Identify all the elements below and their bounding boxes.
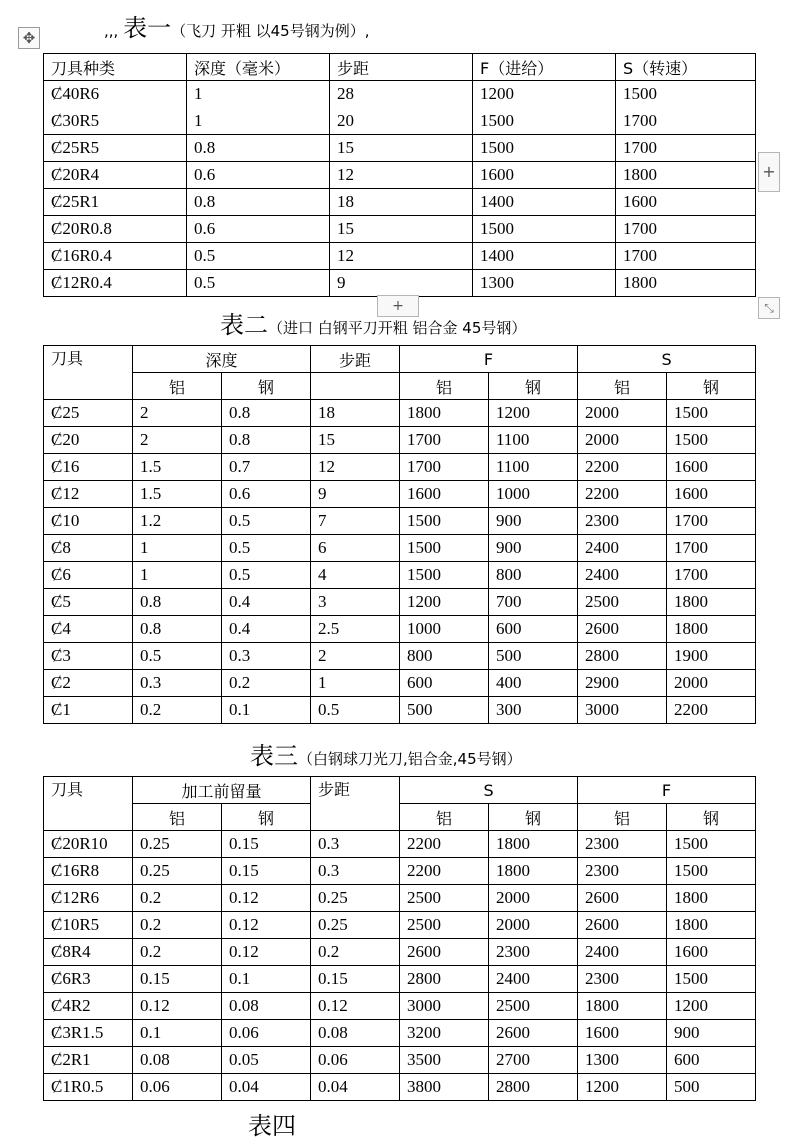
table2-title-rest: （进口 白钢平刀开粗 铝合金 45号钢） xyxy=(268,319,527,337)
table-cell[interactable]: 0.08 xyxy=(222,993,311,1020)
table-cell[interactable]: 2600 xyxy=(578,616,667,643)
table-row xyxy=(44,1047,756,1074)
table-cell[interactable]: 1600 xyxy=(667,939,756,966)
table-cell[interactable]: 0.12 xyxy=(222,885,311,912)
table3-subheader-steel[interactable]: 钢 xyxy=(489,804,578,831)
table2-title-main: 表二 xyxy=(220,311,268,339)
table-cell[interactable]: Ȼ12 xyxy=(44,481,133,508)
table-cell[interactable]: 2300 xyxy=(489,939,578,966)
table-cell[interactable]: 2500 xyxy=(400,912,489,939)
table-cell[interactable]: Ȼ1 xyxy=(44,697,133,724)
table-cell[interactable]: Ȼ12R6 xyxy=(44,885,133,912)
table2-header-f[interactable]: F xyxy=(400,346,578,373)
table-cell[interactable]: 2800 xyxy=(578,643,667,670)
table-cell[interactable]: 1100 xyxy=(489,427,578,454)
table-cell[interactable]: 3500 xyxy=(400,1047,489,1074)
table-cell[interactable]: 0.12 xyxy=(133,993,222,1020)
table-cell[interactable]: 0.5 xyxy=(222,562,311,589)
table-cell[interactable]: 1500 xyxy=(473,108,616,135)
table1-header-cell[interactable]: F（进给） xyxy=(473,54,616,81)
table-cell[interactable]: 2200 xyxy=(578,454,667,481)
table-cell[interactable]: 1800 xyxy=(400,400,489,427)
table-cell[interactable]: 500 xyxy=(667,1074,756,1101)
table-row xyxy=(44,858,756,885)
table2 xyxy=(43,345,756,724)
table2-body xyxy=(44,400,756,724)
table-cell[interactable]: 2200 xyxy=(400,858,489,885)
table-cell[interactable]: Ȼ16R8 xyxy=(44,858,133,885)
table-cell[interactable]: 1500 xyxy=(400,562,489,589)
table-cell[interactable]: 1500 xyxy=(667,858,756,885)
table-cell[interactable]: 0.8 xyxy=(187,135,330,162)
table-cell[interactable]: 1800 xyxy=(616,270,756,297)
table2-subheader-empty[interactable] xyxy=(311,373,400,400)
table-cell[interactable]: 0.25 xyxy=(133,831,222,858)
table-row xyxy=(44,912,756,939)
table1-header-cell[interactable]: 深度（毫米） xyxy=(187,54,330,81)
table-row xyxy=(44,697,756,724)
table2-subheader-aluminum[interactable]: 铝 xyxy=(578,373,667,400)
table-row xyxy=(44,270,756,297)
table-cell[interactable]: 0.5 xyxy=(187,243,330,270)
table-cell[interactable]: 0.1 xyxy=(222,697,311,724)
add-row-button[interactable]: + xyxy=(377,295,419,317)
table-cell[interactable]: Ȼ12R0.4 xyxy=(44,270,187,297)
table-cell[interactable]: 1600 xyxy=(578,1020,667,1047)
table-cell[interactable]: 1800 xyxy=(667,616,756,643)
table-cell[interactable]: 2 xyxy=(311,643,400,670)
table3-body xyxy=(44,831,756,1101)
table3-subheader-steel[interactable]: 钢 xyxy=(667,804,756,831)
table1-title xyxy=(104,8,369,43)
table1-title-rest: （飞刀 开粗 以45号钢为例）, xyxy=(171,22,370,40)
table-cell[interactable]: 400 xyxy=(489,670,578,697)
table-cell[interactable]: 2500 xyxy=(400,885,489,912)
table-cell[interactable]: 7 xyxy=(311,508,400,535)
table-row xyxy=(44,243,756,270)
table-row xyxy=(44,1020,756,1047)
table-row xyxy=(44,966,756,993)
table-cell[interactable]: 3 xyxy=(311,589,400,616)
table-cell[interactable]: 15 xyxy=(330,135,473,162)
table-cell[interactable]: 15 xyxy=(311,427,400,454)
table-cell[interactable]: 1 xyxy=(133,562,222,589)
table-cell[interactable]: 2000 xyxy=(489,912,578,939)
table-cell[interactable]: 1.5 xyxy=(133,481,222,508)
table3-subheader-aluminum[interactable]: 铝 xyxy=(133,804,222,831)
table-cell[interactable]: 0.15 xyxy=(222,858,311,885)
table-cell[interactable]: Ȼ6R3 xyxy=(44,966,133,993)
table-cell[interactable]: 0.2 xyxy=(133,912,222,939)
table-cell[interactable]: 1500 xyxy=(667,400,756,427)
table-cell[interactable]: 2200 xyxy=(578,481,667,508)
table-cell[interactable]: 1300 xyxy=(578,1047,667,1074)
table-cell[interactable]: 1700 xyxy=(400,427,489,454)
table-cell[interactable]: 0.15 xyxy=(133,966,222,993)
table3-subheader-steel[interactable]: 钢 xyxy=(222,804,311,831)
table-cell[interactable]: Ȼ30R5 xyxy=(44,108,187,135)
table1-title-main: 表一 xyxy=(123,14,172,42)
table-cell[interactable]: 1800 xyxy=(489,831,578,858)
table-cell[interactable]: 0.5 xyxy=(133,643,222,670)
table-cell[interactable]: 2300 xyxy=(578,831,667,858)
table-cell[interactable]: 0.04 xyxy=(222,1074,311,1101)
table1-header-cell[interactable]: 刀具种类 xyxy=(44,54,187,81)
table-cell[interactable]: Ȼ2 xyxy=(44,670,133,697)
table-cell[interactable]: 1200 xyxy=(400,589,489,616)
table-cell[interactable]: 0.8 xyxy=(222,427,311,454)
table-cell[interactable]: Ȼ8 xyxy=(44,535,133,562)
table-cell[interactable]: 0.2 xyxy=(311,939,400,966)
table-row xyxy=(44,885,756,912)
table-cell[interactable]: 1800 xyxy=(578,993,667,1020)
table-cell[interactable]: Ȼ6 xyxy=(44,562,133,589)
table-cell[interactable]: Ȼ25R1 xyxy=(44,189,187,216)
table-cell[interactable]: 500 xyxy=(400,697,489,724)
table-cell[interactable]: 0.3 xyxy=(311,858,400,885)
table-cell[interactable]: 1200 xyxy=(578,1074,667,1101)
table2-header-tool[interactable]: 刀具 xyxy=(44,346,133,400)
table-cell[interactable]: 9 xyxy=(311,481,400,508)
table-cell[interactable]: 0.15 xyxy=(222,831,311,858)
table-cell[interactable]: 2500 xyxy=(578,589,667,616)
table-cell[interactable]: 600 xyxy=(667,1047,756,1074)
table-cell[interactable]: 15 xyxy=(330,216,473,243)
table2-subheader-aluminum[interactable]: 铝 xyxy=(133,373,222,400)
table-cell[interactable]: 2000 xyxy=(578,427,667,454)
table-cell[interactable]: 2400 xyxy=(578,535,667,562)
table-cell[interactable]: 6 xyxy=(311,535,400,562)
table3-header-step[interactable]: 步距 xyxy=(311,777,400,831)
table-cell[interactable]: 18 xyxy=(311,400,400,427)
table-resize-handle-icon[interactable]: ⤡ xyxy=(758,297,780,319)
table-row xyxy=(44,135,756,162)
table-move-handle-icon[interactable]: ✥ xyxy=(18,27,40,49)
table-row xyxy=(44,616,756,643)
table-cell[interactable]: Ȼ40R6 xyxy=(44,81,187,108)
table-cell[interactable]: 0.6 xyxy=(187,162,330,189)
table-row xyxy=(44,427,756,454)
table3-subheader-aluminum[interactable]: 铝 xyxy=(400,804,489,831)
table3-subheader-aluminum[interactable]: 铝 xyxy=(578,804,667,831)
table-cell[interactable]: 2400 xyxy=(578,562,667,589)
table-cell[interactable]: 2500 xyxy=(489,993,578,1020)
table-cell[interactable]: Ȼ20R0.8 xyxy=(44,216,187,243)
table2-header-depth[interactable]: 深度 xyxy=(133,346,311,373)
table-cell[interactable]: 900 xyxy=(489,535,578,562)
table-cell[interactable]: 900 xyxy=(667,1020,756,1047)
table-row xyxy=(44,108,756,135)
table-cell[interactable]: 900 xyxy=(489,508,578,535)
table-cell[interactable]: 0.4 xyxy=(222,616,311,643)
table-cell[interactable]: Ȼ16R0.4 xyxy=(44,243,187,270)
table-row xyxy=(44,993,756,1020)
table-cell[interactable]: 0.5 xyxy=(187,270,330,297)
table-cell[interactable]: 0.2 xyxy=(133,885,222,912)
table-cell[interactable]: Ȼ4 xyxy=(44,616,133,643)
table-cell[interactable]: 1700 xyxy=(616,135,756,162)
table2-header-step[interactable]: 步距 xyxy=(311,346,400,373)
table2-subheader-steel[interactable]: 钢 xyxy=(222,373,311,400)
table2-subheader-row xyxy=(44,373,756,400)
table-cell[interactable]: 0.06 xyxy=(311,1047,400,1074)
table-cell[interactable]: 1 xyxy=(311,670,400,697)
table-cell[interactable]: 1500 xyxy=(667,831,756,858)
table-cell[interactable]: 18 xyxy=(330,189,473,216)
table-cell[interactable]: 0.12 xyxy=(222,912,311,939)
table-cell[interactable]: 0.1 xyxy=(222,966,311,993)
table-cell[interactable]: 0.2 xyxy=(133,697,222,724)
table-cell[interactable]: 1700 xyxy=(400,454,489,481)
table2-subheader-steel[interactable]: 钢 xyxy=(489,373,578,400)
table-cell[interactable]: 2 xyxy=(133,400,222,427)
table-cell[interactable]: 1 xyxy=(187,81,330,108)
table-cell[interactable]: 0.06 xyxy=(133,1074,222,1101)
table-cell[interactable]: 2200 xyxy=(667,697,756,724)
table-cell[interactable]: 1800 xyxy=(667,885,756,912)
table-cell[interactable]: 0.06 xyxy=(222,1020,311,1047)
table-cell[interactable]: 1700 xyxy=(667,535,756,562)
table-cell[interactable]: 600 xyxy=(489,616,578,643)
table-cell[interactable]: Ȼ1R0.5 xyxy=(44,1074,133,1101)
table-cell[interactable]: Ȼ20R4 xyxy=(44,162,187,189)
table2-header-row xyxy=(44,346,756,373)
table-cell[interactable]: 1000 xyxy=(400,616,489,643)
table3-subheader-row xyxy=(44,804,756,831)
table-cell[interactable]: 1600 xyxy=(400,481,489,508)
table3-title-main: 表三 xyxy=(250,742,298,770)
table-cell[interactable]: 2700 xyxy=(489,1047,578,1074)
table3-header-row xyxy=(44,777,756,804)
table1-header-cell[interactable]: 步距 xyxy=(330,54,473,81)
table-cell[interactable]: Ȼ16 xyxy=(44,454,133,481)
table-cell[interactable]: 1300 xyxy=(473,270,616,297)
table-row xyxy=(44,189,756,216)
table-cell[interactable]: 1500 xyxy=(473,216,616,243)
table2-header-s[interactable]: S xyxy=(578,346,756,373)
table-cell[interactable]: Ȼ8R4 xyxy=(44,939,133,966)
table-cell[interactable]: 1.2 xyxy=(133,508,222,535)
table-cell[interactable]: 0.5 xyxy=(222,508,311,535)
table-cell[interactable]: 0.5 xyxy=(222,535,311,562)
table-cell[interactable]: 2300 xyxy=(578,858,667,885)
table-cell[interactable]: 2600 xyxy=(400,939,489,966)
table2-title xyxy=(220,305,526,340)
table-cell[interactable]: 0.6 xyxy=(222,481,311,508)
table-cell[interactable]: 2300 xyxy=(578,508,667,535)
table-cell[interactable]: 2000 xyxy=(578,400,667,427)
table-cell[interactable]: 2600 xyxy=(578,912,667,939)
table-cell[interactable]: 0.08 xyxy=(311,1020,400,1047)
table-cell[interactable]: 800 xyxy=(400,643,489,670)
table-cell[interactable]: 2600 xyxy=(489,1020,578,1047)
table-cell[interactable]: 0.05 xyxy=(222,1047,311,1074)
table-cell[interactable]: 700 xyxy=(489,589,578,616)
table-cell[interactable]: 0.12 xyxy=(311,993,400,1020)
table-cell[interactable]: 0.8 xyxy=(133,589,222,616)
table1-header-cell[interactable]: S（转速） xyxy=(616,54,756,81)
table-cell[interactable]: 1100 xyxy=(489,454,578,481)
table-cell[interactable]: Ȼ10 xyxy=(44,508,133,535)
table-cell[interactable]: Ȼ3R1.5 xyxy=(44,1020,133,1047)
table-cell[interactable]: 0.25 xyxy=(311,912,400,939)
table-cell[interactable]: 1 xyxy=(133,535,222,562)
table1 xyxy=(43,53,756,297)
table-cell[interactable]: 9 xyxy=(330,270,473,297)
table-cell[interactable]: 600 xyxy=(400,670,489,697)
table1-header-row xyxy=(44,54,756,81)
table-cell[interactable]: 0.12 xyxy=(222,939,311,966)
table-cell[interactable]: 0.8 xyxy=(187,189,330,216)
table-cell[interactable]: 0.2 xyxy=(133,939,222,966)
table-cell[interactable]: 0.25 xyxy=(133,858,222,885)
table-cell[interactable]: Ȼ5 xyxy=(44,589,133,616)
table-cell[interactable]: 28 xyxy=(330,81,473,108)
table-cell[interactable]: 500 xyxy=(489,643,578,670)
table3-header-s[interactable]: S xyxy=(400,777,578,804)
table-cell[interactable]: 0.1 xyxy=(133,1020,222,1047)
table-row xyxy=(44,508,756,535)
table-cell[interactable]: Ȼ25 xyxy=(44,400,133,427)
table-cell[interactable]: 1500 xyxy=(473,135,616,162)
table-cell[interactable]: 1500 xyxy=(400,508,489,535)
table-cell[interactable]: 12 xyxy=(311,454,400,481)
table3-title-rest: （白钢球刀光刀,铝合金,45号钢） xyxy=(298,750,522,768)
table-cell[interactable]: 0.8 xyxy=(222,400,311,427)
table-cell[interactable]: 2400 xyxy=(578,939,667,966)
table-cell[interactable]: 0.8 xyxy=(133,616,222,643)
table-cell[interactable]: 3000 xyxy=(400,993,489,1020)
table-cell[interactable]: 4 xyxy=(311,562,400,589)
table-cell[interactable]: 2900 xyxy=(578,670,667,697)
table-cell[interactable]: 0.04 xyxy=(311,1074,400,1101)
table-cell[interactable]: Ȼ2R1 xyxy=(44,1047,133,1074)
table4-title-partial: 表四 xyxy=(248,1112,296,1140)
table-cell[interactable]: 0.3 xyxy=(133,670,222,697)
table-row xyxy=(44,400,756,427)
table3-header-f[interactable]: F xyxy=(578,777,756,804)
table-cell[interactable]: 1.5 xyxy=(133,454,222,481)
table-cell[interactable]: 1000 xyxy=(489,481,578,508)
table3-header-tool[interactable]: 刀具 xyxy=(44,777,133,831)
table-cell[interactable]: 1800 xyxy=(489,858,578,885)
table-cell[interactable]: 0.2 xyxy=(222,670,311,697)
table-cell[interactable]: 1600 xyxy=(473,162,616,189)
table1-title-prefix: ,,, xyxy=(104,22,124,40)
table-cell[interactable]: 2800 xyxy=(400,966,489,993)
table-cell[interactable]: 1500 xyxy=(616,81,756,108)
table-cell[interactable]: 1200 xyxy=(489,400,578,427)
table-row xyxy=(44,162,756,189)
table-cell[interactable]: 0.25 xyxy=(311,885,400,912)
table-row xyxy=(44,81,756,108)
table-cell[interactable]: 12 xyxy=(330,243,473,270)
table-cell[interactable]: 1200 xyxy=(473,81,616,108)
table-cell[interactable]: 1200 xyxy=(667,993,756,1020)
table-row xyxy=(44,939,756,966)
table-cell[interactable]: 1700 xyxy=(616,243,756,270)
table-cell[interactable]: 3800 xyxy=(400,1074,489,1101)
table-cell[interactable]: 1600 xyxy=(667,454,756,481)
table-cell[interactable]: 1800 xyxy=(667,589,756,616)
table-row xyxy=(44,589,756,616)
table-cell[interactable]: 2600 xyxy=(578,885,667,912)
table-row xyxy=(44,562,756,589)
table3-header-allowance[interactable]: 加工前留量 xyxy=(133,777,311,804)
table-cell[interactable]: 0.4 xyxy=(222,589,311,616)
table-cell[interactable]: 2300 xyxy=(578,966,667,993)
table-cell[interactable]: 2200 xyxy=(400,831,489,858)
table-cell[interactable]: 3000 xyxy=(578,697,667,724)
table-cell[interactable]: 2.5 xyxy=(311,616,400,643)
table-cell[interactable]: 0.7 xyxy=(222,454,311,481)
table-cell[interactable]: Ȼ20 xyxy=(44,427,133,454)
table-cell[interactable]: Ȼ4R2 xyxy=(44,993,133,1020)
table-cell[interactable]: 12 xyxy=(330,162,473,189)
table-cell[interactable]: 0.6 xyxy=(187,216,330,243)
table-row xyxy=(44,535,756,562)
table-row xyxy=(44,454,756,481)
table-cell[interactable]: Ȼ25R5 xyxy=(44,135,187,162)
table-cell[interactable]: 0.15 xyxy=(311,966,400,993)
table-cell[interactable]: 1400 xyxy=(473,189,616,216)
table-cell[interactable]: 2 xyxy=(133,427,222,454)
table-cell[interactable]: 0.08 xyxy=(133,1047,222,1074)
table-row xyxy=(44,1074,756,1101)
table-cell[interactable]: 1400 xyxy=(473,243,616,270)
table-cell[interactable]: 0.3 xyxy=(311,831,400,858)
table-cell[interactable]: 1500 xyxy=(667,966,756,993)
table3-title xyxy=(250,736,522,771)
table-cell[interactable]: 1700 xyxy=(667,562,756,589)
table-cell[interactable]: Ȼ10R5 xyxy=(44,912,133,939)
table-cell[interactable]: 300 xyxy=(489,697,578,724)
table-cell[interactable]: 1700 xyxy=(616,216,756,243)
table-row xyxy=(44,643,756,670)
table-cell[interactable]: 2000 xyxy=(667,670,756,697)
table-cell[interactable]: 1800 xyxy=(616,162,756,189)
table-cell[interactable]: 1800 xyxy=(667,912,756,939)
table-cell[interactable]: 0.5 xyxy=(311,697,400,724)
table2-subheader-steel[interactable]: 钢 xyxy=(667,373,756,400)
table-row xyxy=(44,831,756,858)
table-cell[interactable]: 3200 xyxy=(400,1020,489,1047)
table-row xyxy=(44,670,756,697)
table2-subheader-aluminum[interactable]: 铝 xyxy=(400,373,489,400)
table-cell[interactable]: 2800 xyxy=(489,1074,578,1101)
table-cell[interactable]: 1700 xyxy=(667,508,756,535)
table-cell[interactable]: 1500 xyxy=(400,535,489,562)
table-cell[interactable]: 1600 xyxy=(667,481,756,508)
table-cell[interactable]: 1500 xyxy=(667,427,756,454)
add-column-button[interactable]: + xyxy=(758,152,780,192)
table-cell[interactable]: 1600 xyxy=(616,189,756,216)
table-cell[interactable]: 1900 xyxy=(667,643,756,670)
table3 xyxy=(43,776,756,1101)
table-row xyxy=(44,216,756,243)
table-cell[interactable]: Ȼ20R10 xyxy=(44,831,133,858)
table-cell[interactable]: 1700 xyxy=(616,108,756,135)
table-cell[interactable]: 20 xyxy=(330,108,473,135)
table-cell[interactable]: 1 xyxy=(187,108,330,135)
table-cell[interactable]: 2400 xyxy=(489,966,578,993)
table-cell[interactable]: Ȼ3 xyxy=(44,643,133,670)
table-cell[interactable]: 0.3 xyxy=(222,643,311,670)
table-cell[interactable]: 2000 xyxy=(489,885,578,912)
table-row xyxy=(44,481,756,508)
table-cell[interactable]: 800 xyxy=(489,562,578,589)
